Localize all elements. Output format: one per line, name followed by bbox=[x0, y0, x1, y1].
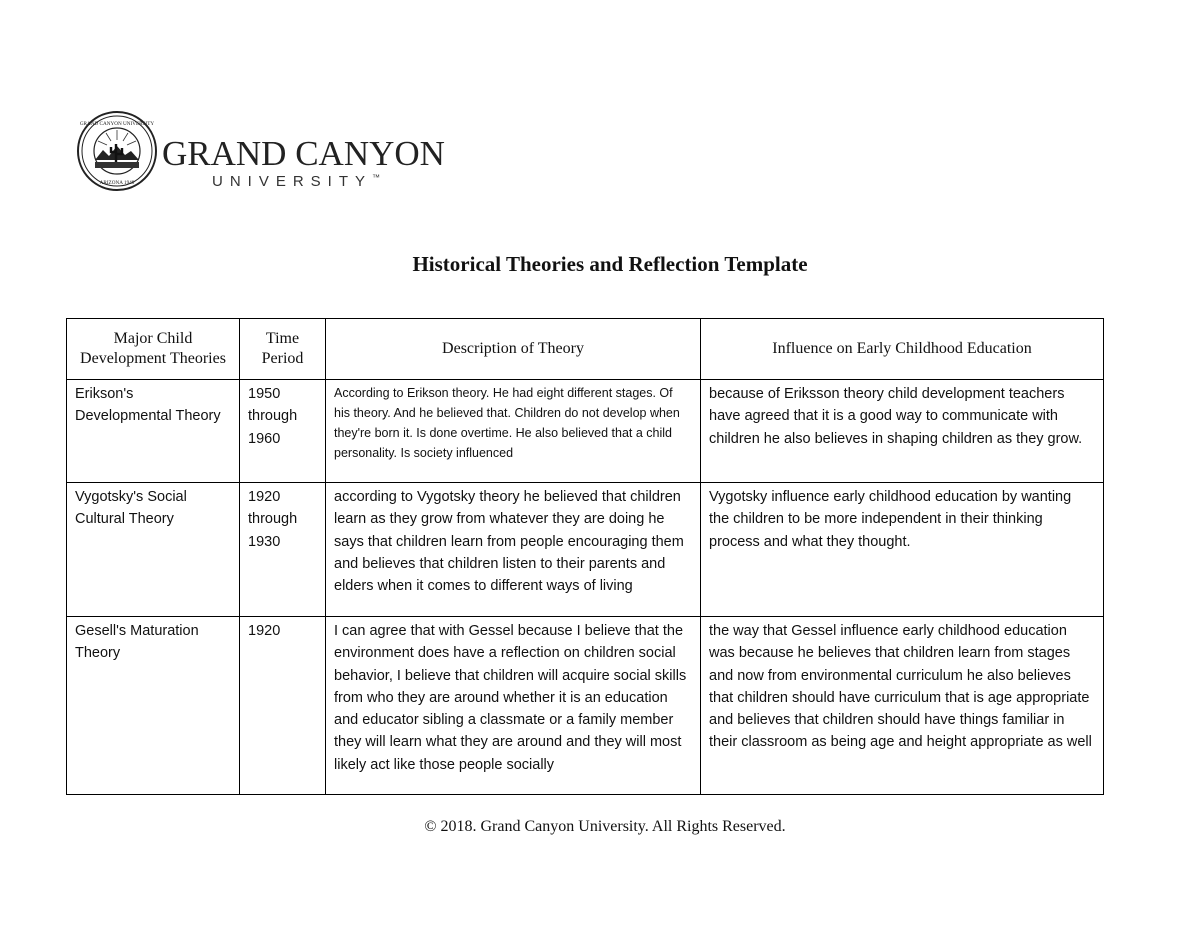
header-influence: Influence on Early Childhood Education bbox=[701, 319, 1104, 380]
university-name: GRAND CANYON bbox=[162, 134, 445, 173]
theory-description: I can agree that with Gessel because I believe that the environment does have a reflection on children social behavior, I believe that children will acquire social skills from who they are around whether it is an education and educator sibling a classmate or a family member they will learn what they are around and they will most likely act like those people socially bbox=[326, 617, 701, 795]
header-description: Description of Theory bbox=[326, 319, 701, 380]
theory-influence: the way that Gessel influence early childhood education was because he believes that children learn from stages and now from environmental curriculum he also believes that children should have curriculum that is age appropriate and believes that children should have things familiar in their classroom as being age and height appropriate as well bbox=[701, 617, 1104, 795]
table-row bbox=[67, 483, 1104, 617]
theory-name: Gesell's Maturation Theory bbox=[67, 617, 240, 795]
table-header-row bbox=[67, 319, 1104, 380]
table-row bbox=[67, 380, 1104, 483]
table-row bbox=[67, 617, 1104, 795]
university-logo bbox=[76, 110, 456, 200]
time-period: 1950 through 1960 bbox=[240, 380, 326, 483]
seal-top-text: GRAND CANYON UNIVERSITY bbox=[79, 121, 155, 127]
theory-name: Vygotsky's Social Cultural Theory bbox=[67, 483, 240, 617]
time-period: 1920 through 1930 bbox=[240, 483, 326, 617]
header-theories: Major Child Development Theories bbox=[67, 319, 240, 380]
header-time-period: Time Period bbox=[240, 319, 326, 380]
university-seal-icon bbox=[76, 110, 158, 192]
copyright-footer: © 2018. Grand Canyon University. All Rights Reserved. bbox=[424, 818, 786, 835]
theory-description: according to Vygotsky theory he believed that children learn as they grow from whatever they are doing he says that children learn from people encouraging them and believes that children listen to their parents and elders when it comes to different ways of living bbox=[326, 483, 701, 617]
university-subtitle: UNIVERSITY™ bbox=[212, 173, 381, 190]
time-period: 1920 bbox=[240, 617, 326, 795]
theory-description: According to Erikson theory. He had eight different stages. Of his theory. And he believed that. Children do not develop when they're born it. Is done overtime. He also believed that a child personality. Is society influenced bbox=[326, 380, 701, 483]
document-title: Historical Theories and Reflection Template bbox=[412, 252, 808, 276]
theory-name: Erikson's Developmental Theory bbox=[67, 380, 240, 483]
theory-influence: Vygotsky influence early childhood education by wanting the children to be more independent in their thinking process and what they thought. bbox=[701, 483, 1104, 617]
theory-influence: because of Eriksson theory child development teachers have agreed that it is a good way to communicate with children he also believes in shaping children as they grow. bbox=[701, 380, 1104, 483]
theories-table bbox=[66, 318, 1104, 795]
seal-bottom-text: ARIZONA 1949 bbox=[99, 180, 135, 186]
